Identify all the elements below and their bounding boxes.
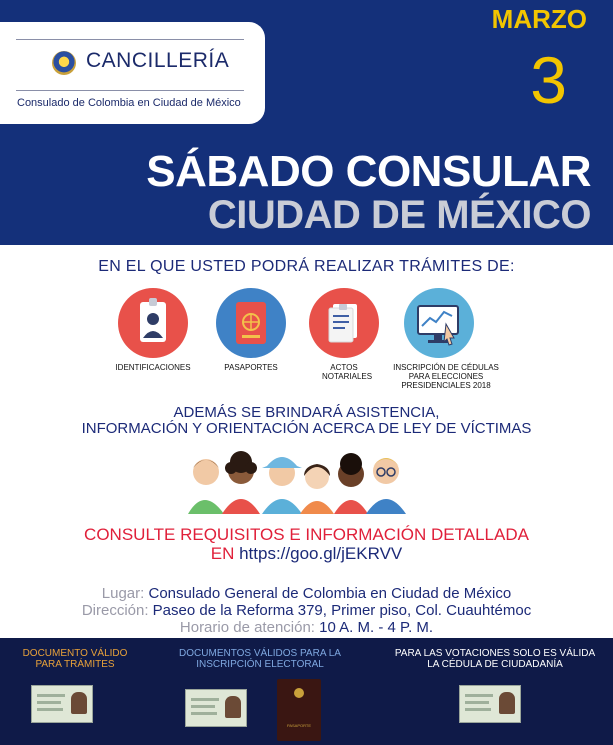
electoral-documents-heading [170,648,350,670]
address-value: Paseo de la Reforma 379, Primer piso, Col. Cuauhtémoc [152,602,532,619]
consulate-name: Consulado de Colombia en Ciudad de México [17,97,241,109]
info-link[interactable]: https://goo.gl/jEKRVV [239,544,403,563]
consult-url-line [0,544,613,563]
address-row [0,602,613,619]
valid-document-heading [0,648,150,670]
consult-line: CONSULTE REQUISITOS E INFORMACIÓN DETALLADA [84,525,529,544]
logo-divider [16,90,244,91]
event-title: SÁBADO CONSULAR [146,147,591,196]
place-label: Lugar: [101,585,145,602]
id-badge-icon [118,288,188,358]
electoral-documents-line-1: DOCUMENTOS VÁLIDOS PARA LA [179,648,341,659]
passport-cover-text: PASAPORTE [286,723,312,728]
voting-document-line-1: PARA LAS VOTACIONES SOLO ES VÁLIDA [394,648,596,659]
colombia-seal-icon [52,51,76,75]
consult-requirements [0,525,613,563]
passport-image [277,679,321,741]
logo-divider [16,39,244,40]
valid-document-line-1: DOCUMENTO VÁLIDO [22,648,128,659]
valid-document-line-2: PARA TRÁMITES [35,659,115,670]
agency-name: CANCILLERÍA [86,49,230,72]
cedula-card-image [459,685,521,723]
consult-prefix: EN [210,544,235,563]
assistance-line-1: ADEMÁS SE BRINDARÁ ASISTENCIA, [173,404,440,421]
service-label-passports: PASAPORTES [224,363,278,372]
hours-label: Horario de atención: [179,619,315,636]
assistance-line-2: INFORMACIÓN Y ORIENTACIÓN ACERCA DE LEY DE VÍCTIMAS [81,420,532,437]
victims-assistance-note [0,405,613,437]
computer-click-icon [404,288,474,358]
hours-value: 10 A. M. - 4 P. M. [319,619,434,636]
cedula-card-image [31,685,93,723]
header-banner [0,0,613,245]
passport-icon [216,288,286,358]
event-month: MARZO [491,4,587,34]
voting-document-line-2: LA CÉDULA DE CIUDADANÍA [427,659,563,670]
electoral-documents-line-2: INSCRIPCIÓN ELECTORAL [196,659,324,670]
services-intro: EN EL QUE USTED PODRÁ REALIZAR TRÁMITES DE: [98,258,515,275]
service-label-notarial: ACTOS NOTARIALES [322,363,373,381]
notarial-documents-icon [309,288,379,358]
service-label-identifications: IDENTIFICACIONES [115,363,191,372]
place-row [0,585,613,602]
place-value: Consulado General de Colombia en Ciudad de México [148,585,512,602]
people-group-illustration [184,444,410,514]
event-city: CIUDAD DE MÉXICO [207,193,591,237]
service-label-cedula-registration: INSCRIPCIÓN DE CÉDULAS PARA ELECCIONES PRESIDENCIALES 2018 [393,363,499,390]
cedula-card-image [185,689,247,727]
voting-document-heading [380,648,610,670]
event-day: 3 [530,43,567,117]
address-label: Dirección: [81,602,149,619]
hours-row [0,619,613,636]
